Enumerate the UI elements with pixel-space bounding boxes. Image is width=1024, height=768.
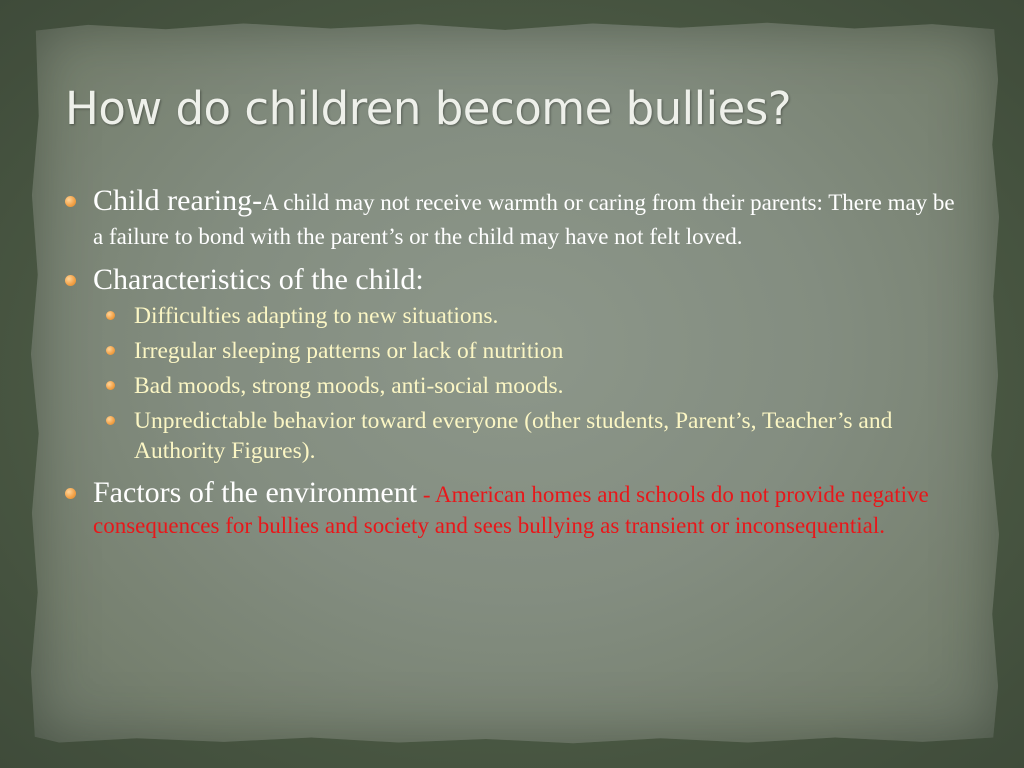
sub-bullet-list [62, 301, 962, 466]
bullet-text: A child may not receive warmth or caring from their parents: There may be a failure to bond with the parent’s or the child may have not felt loved. [93, 190, 955, 249]
sub-bullet-item [62, 301, 962, 331]
sub-bullet-dot-icon [106, 311, 115, 320]
bullet-child-rearing [62, 184, 962, 255]
bullet-heading: Characteristics of the child: [93, 263, 424, 296]
bullet-dot-icon [65, 196, 76, 207]
bullet-text: American homes and schools do not provide negative consequences for bullies and society and sees bullying as transient or inconsequential. [93, 482, 929, 538]
slide-content [62, 184, 962, 541]
bullet-separator: - [417, 482, 435, 507]
bullet-dot-icon [65, 488, 76, 499]
sub-bullet-item [62, 406, 962, 466]
sub-bullet-text: Unpredictable behavior toward everyone (other students, Parent’s, Teacher’s and Authority Figures). [134, 408, 893, 464]
bullet-heading: Factors of the environment [93, 476, 418, 509]
bullet-dot-icon [65, 275, 76, 286]
sub-bullet-text: Difficulties adapting to new situations. [134, 303, 499, 329]
sub-bullet-dot-icon [106, 381, 115, 390]
sub-bullet-dot-icon [106, 346, 115, 355]
sub-bullet-text: Bad moods, strong moods, anti-social moods. [134, 373, 564, 399]
sub-bullet-text: Irregular sleeping patterns or lack of nutrition [134, 338, 564, 364]
sub-bullet-dot-icon [106, 416, 115, 425]
bullet-characteristics [62, 263, 962, 466]
slide-title: How do children become bullies? [65, 82, 792, 135]
sub-bullet-item [62, 336, 962, 366]
bullet-heading: Child rearing- [93, 184, 263, 217]
sub-bullet-item [62, 371, 962, 401]
bullet-environment [62, 476, 962, 541]
